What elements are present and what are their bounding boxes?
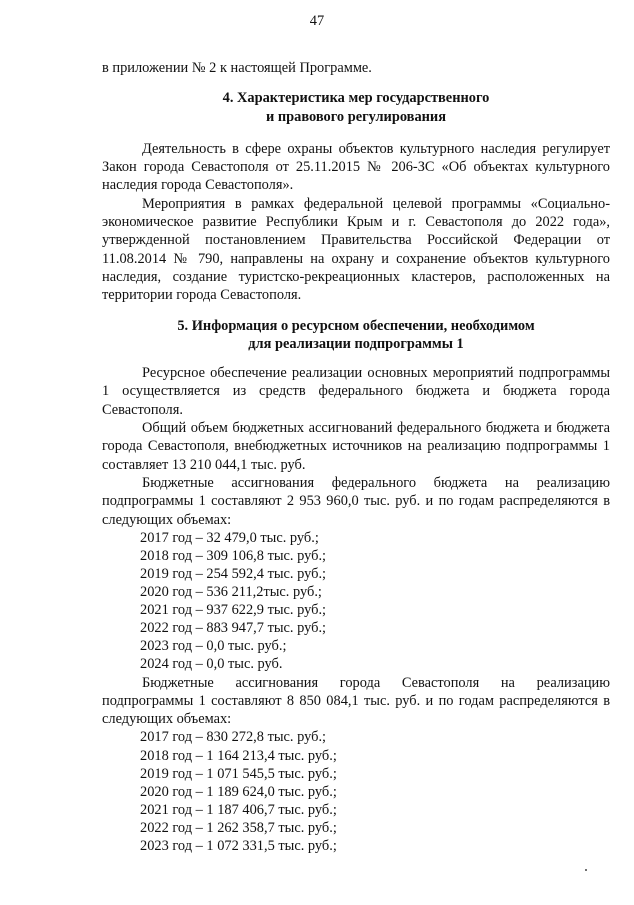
section-5-title-line2: для реализации подпрограммы 1 <box>248 335 464 352</box>
list-item: 2020 год – 536 211,2тыс. руб.; <box>140 584 322 601</box>
section-4-heading <box>102 89 610 126</box>
list-item: 2017 год – 830 272,8 тыс. руб.; <box>140 729 327 746</box>
list-item: 2019 год – 254 592,4 тыс. руб.; <box>140 566 327 583</box>
page-content <box>102 59 610 855</box>
section-4-title-line2: и правового регулирования <box>265 108 447 125</box>
list-item: 2022 год – 1 262 358,7 тыс. руб.; <box>140 819 337 836</box>
federal-years-list <box>102 529 610 674</box>
section-4-paragraph-2: Мероприятия в рамках федеральной целевой программы «Социально-экономическое развитие Республики Крым и г. Севастополя до 2022 года», утвержденной постановлением Правительства Российской Федерации от 11.08.2014 № 790, направлены на охрану и сохранение объектов культурного наследия, создание туристско-рекреационных кластеров, расположенных на территории города Севастополя. <box>102 195 610 304</box>
section-5-paragraph-2: Общий объем бюджетных ассигнований федерального бюджета и бюджета города Севастополя, внебюджетных источников на реализацию подпрограммы 1 составляет 13 210 044,1 тыс. руб. <box>102 420 610 473</box>
list-item: 2022 год – 883 947,7 тыс. руб.; <box>140 620 327 637</box>
intro-line: в приложении № 2 к настоящей Программе. <box>102 60 372 76</box>
section-5-paragraph-1: Ресурсное обеспечение реализации основных мероприятий подпрограммы 1 осуществляется из средств федерального бюджета и бюджета города Севастополя. <box>102 365 610 418</box>
page-number: 47 <box>309 13 325 29</box>
list-item: 2020 год – 1 189 624,0 тыс. руб.; <box>140 783 337 800</box>
scan-speck <box>585 869 587 871</box>
list-item: 2023 год – 0,0 тыс. руб.; <box>140 638 287 655</box>
city-budget-intro: Бюджетные ассигнования города Севастополя на реализацию подпрограммы 1 составляют 8 850 084,1 тыс. руб. и по годам распределяются в следующих объемах: <box>102 674 610 728</box>
list-item: 2023 год – 1 072 331,5 тыс. руб.; <box>140 838 337 855</box>
list-item: 2021 год – 937 622,9 тыс. руб.; <box>140 602 327 619</box>
city-years-list <box>102 728 610 855</box>
list-item: 2017 год – 32 479,0 тыс. руб.; <box>140 529 319 546</box>
list-item: 2018 год – 1 164 213,4 тыс. руб.; <box>140 747 337 764</box>
section-4-title-line1: 4. Характеристика мер государственного <box>222 90 490 107</box>
section-4-paragraph-1: Деятельность в сфере охраны объектов культурного наследия регулирует Закон города Севастополя от 25.11.2015 № 206-ЗС «Об объектах культурного наследия города Севастополя». <box>102 140 610 194</box>
section-5-heading <box>102 317 610 354</box>
list-item: 2021 год – 1 187 406,7 тыс. руб.; <box>140 801 337 818</box>
section-5-title-line1: 5. Информация о ресурсном обеспечении, необходимом <box>177 317 535 334</box>
list-item: 2018 год – 309 106,8 тыс. руб.; <box>140 547 327 564</box>
federal-budget-intro: Бюджетные ассигнования федерального бюджета на реализацию подпрограммы 1 составляют 2 953 960,0 тыс. руб. и по годам распределяются в следующих объемах: <box>102 474 610 528</box>
list-item: 2024 год – 0,0 тыс. руб. <box>140 656 283 673</box>
list-item: 2019 год – 1 071 545,5 тыс. руб.; <box>140 765 337 782</box>
